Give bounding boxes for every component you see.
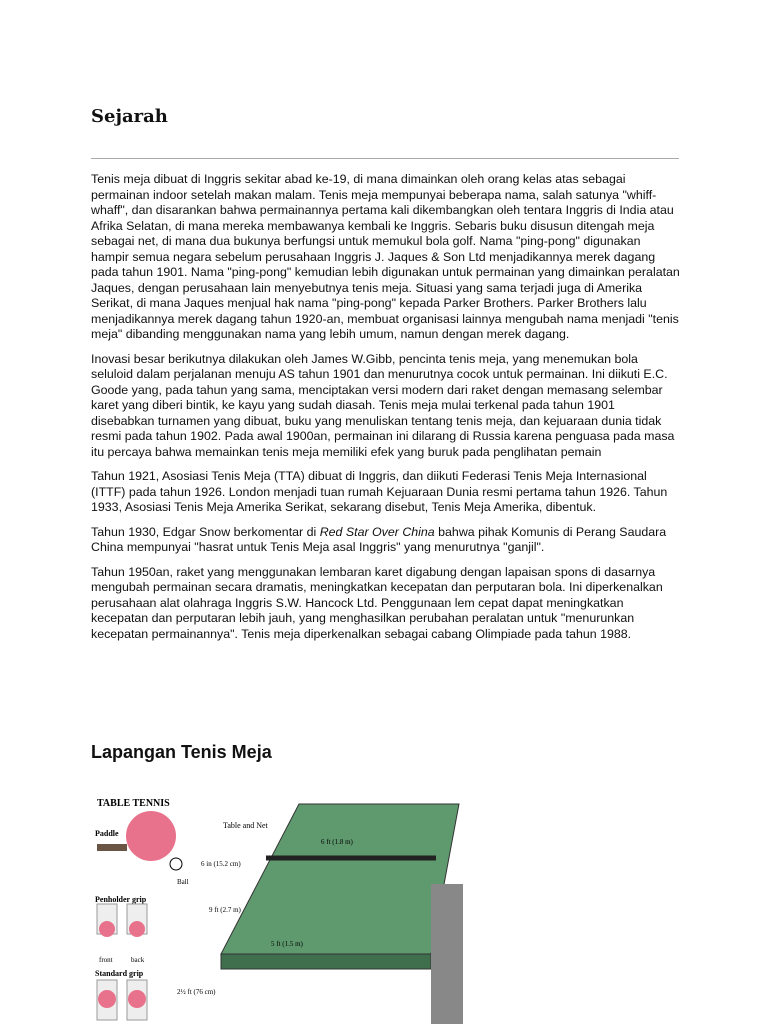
svg-text:front: front — [99, 956, 113, 964]
svg-text:9 ft (2.7 m): 9 ft (2.7 m) — [209, 906, 241, 914]
table-tennis-figure — [91, 794, 463, 1024]
svg-text:Standard grip: Standard grip — [95, 969, 144, 978]
heading-sejarah: Sejarah — [91, 106, 168, 127]
paddle-icon — [126, 811, 176, 861]
heading-lapangan: Lapangan Tenis Meja — [91, 742, 272, 762]
paragraph: Tenis meja dibuat di Inggris sekitar abad ke-19, di mana dimainkan oleh orang kelas atas sebagai permainan indoor setelah makan malam. Tenis meja mempunyai beberapa nama, salah satunya "whiff-whaff", dan disarankan bahwa permainannya pertama kali dikembangkan oleh tentara Inggris di India atau Afrika Selatan, di mana mereka membawanya kembali ke Inggris. Sebaris buku disusun ditengah meja sebagai net, di mana dua bukunya berfungsi untuk memukul bola golf. Nama "ping-pong" digunakan hampir semua negara sebelum perusahaan Inggris J. Jaques & Son Ltd menjadikannya merek dagang pada tahun 1901. Nama "ping-pong" kemudian lebih digunakan untuk permainan yang dimainkan peralatan Jaques, dengan perusahaan lain menyebutnya tenis meja. Situasi yang sama terjadi juga di Amerika Serikat, di mana Jaques menjual hak nama "ping-pong" kepada Parker Brothers. Parker Brothers lalu menjadikannya merek dagang tahun 1920-an, membuat organisasi lainnya mengubah nama menjadi "tenis meja" dibanding menggunakan nama yang lebih umum, namun dengan merek dagang. — [91, 172, 680, 341]
paragraph: Tahun 1950an, raket yang menggunakan lembaran karet digabung dengan lapaisan spons di dasarnya mengubah permainan secara dramatis, meningkatkan kecepatan dan perputaran bola. Ini diperkenalkan perusahaan alat olahraga Inggris S.W. Hancock Ltd. Penggunaan lem cepat dapat meningkatkan kecepatan dan perputaran lebih jauh, yang menghasilkan perubahan peralatan untuk "menurunkan kecepatan permainannya". Tenis meja diperkenalkan sebagai cabang Olimpiade pada tahun 1988. — [91, 564, 663, 641]
svg-text:6 in (15.2 cm): 6 in (15.2 cm) — [201, 860, 241, 868]
svg-text:Ball: Ball — [177, 878, 189, 886]
paragraph: Tahun 1930, Edgar Snow berkomentar di Red Star Over China bahwa pihak Komunis di Perang Saudara China mempunyai "hasrat untuk Tenis Meja asal Inggris" yang menurutnya "ganjil". — [91, 524, 667, 554]
paragraph: Inovasi besar berikutnya dilakukan oleh James W.Gibb, pencinta tenis meja, yang menemukan bola seluloid dalam perjalanan menuju AS tahun 1901 dan menurutnya cocok untuk permainan. Ini diikuti E.C. Goode yang, pada tahun yang sama, menciptakan versi modern dari raket dengan memasang selembar karet yang diberi bintik, ke kayu yang sudah diasah. Tenis meja mulai terkenal pada tahun 1901 disebabkan turnamen yang dibuat, buku yang menuliskan tentang tenis meja, dan kejuaraan dunia tidak resmi pada tahun 1902. Pada awal 1900an, permainan ini dilarang di Russia karena penguasa pada masa itu percaya bahwa memainkan tenis meja memiliki efek yang buruk pada penglihatan pemain — [91, 351, 675, 459]
svg-text:Table and Net: Table and Net — [223, 821, 268, 830]
article-text — [91, 172, 681, 651]
divider — [91, 158, 679, 159]
svg-text:Paddle: Paddle — [95, 829, 119, 838]
svg-text:Penholder grip: Penholder grip — [95, 895, 147, 904]
svg-text:6 ft (1.8 m): 6 ft (1.8 m) — [321, 838, 353, 846]
paddle-handle-icon — [97, 844, 127, 851]
svg-text:5 ft (1.5 m): 5 ft (1.5 m) — [271, 940, 303, 948]
svg-text:TABLE TENNIS: TABLE TENNIS — [97, 798, 170, 809]
svg-text:2½ ft (76 cm): 2½ ft (76 cm) — [177, 988, 216, 996]
ball-icon — [170, 858, 182, 870]
paragraph: Tahun 1921, Asosiasi Tenis Meja (TTA) dibuat di Inggris, dan diikuti Federasi Tenis Meja Internasional (ITTF) pada tahun 1926. London menjadi tuan rumah Kejuaraan Dunia resmi pertama tahun 1926. Tahun 1933, Asosiasi Tenis Meja Amerika Serikat, sekarang disebut, Tenis Meja Amerika, dibentuk. — [91, 469, 668, 514]
svg-text:back: back — [131, 956, 145, 964]
